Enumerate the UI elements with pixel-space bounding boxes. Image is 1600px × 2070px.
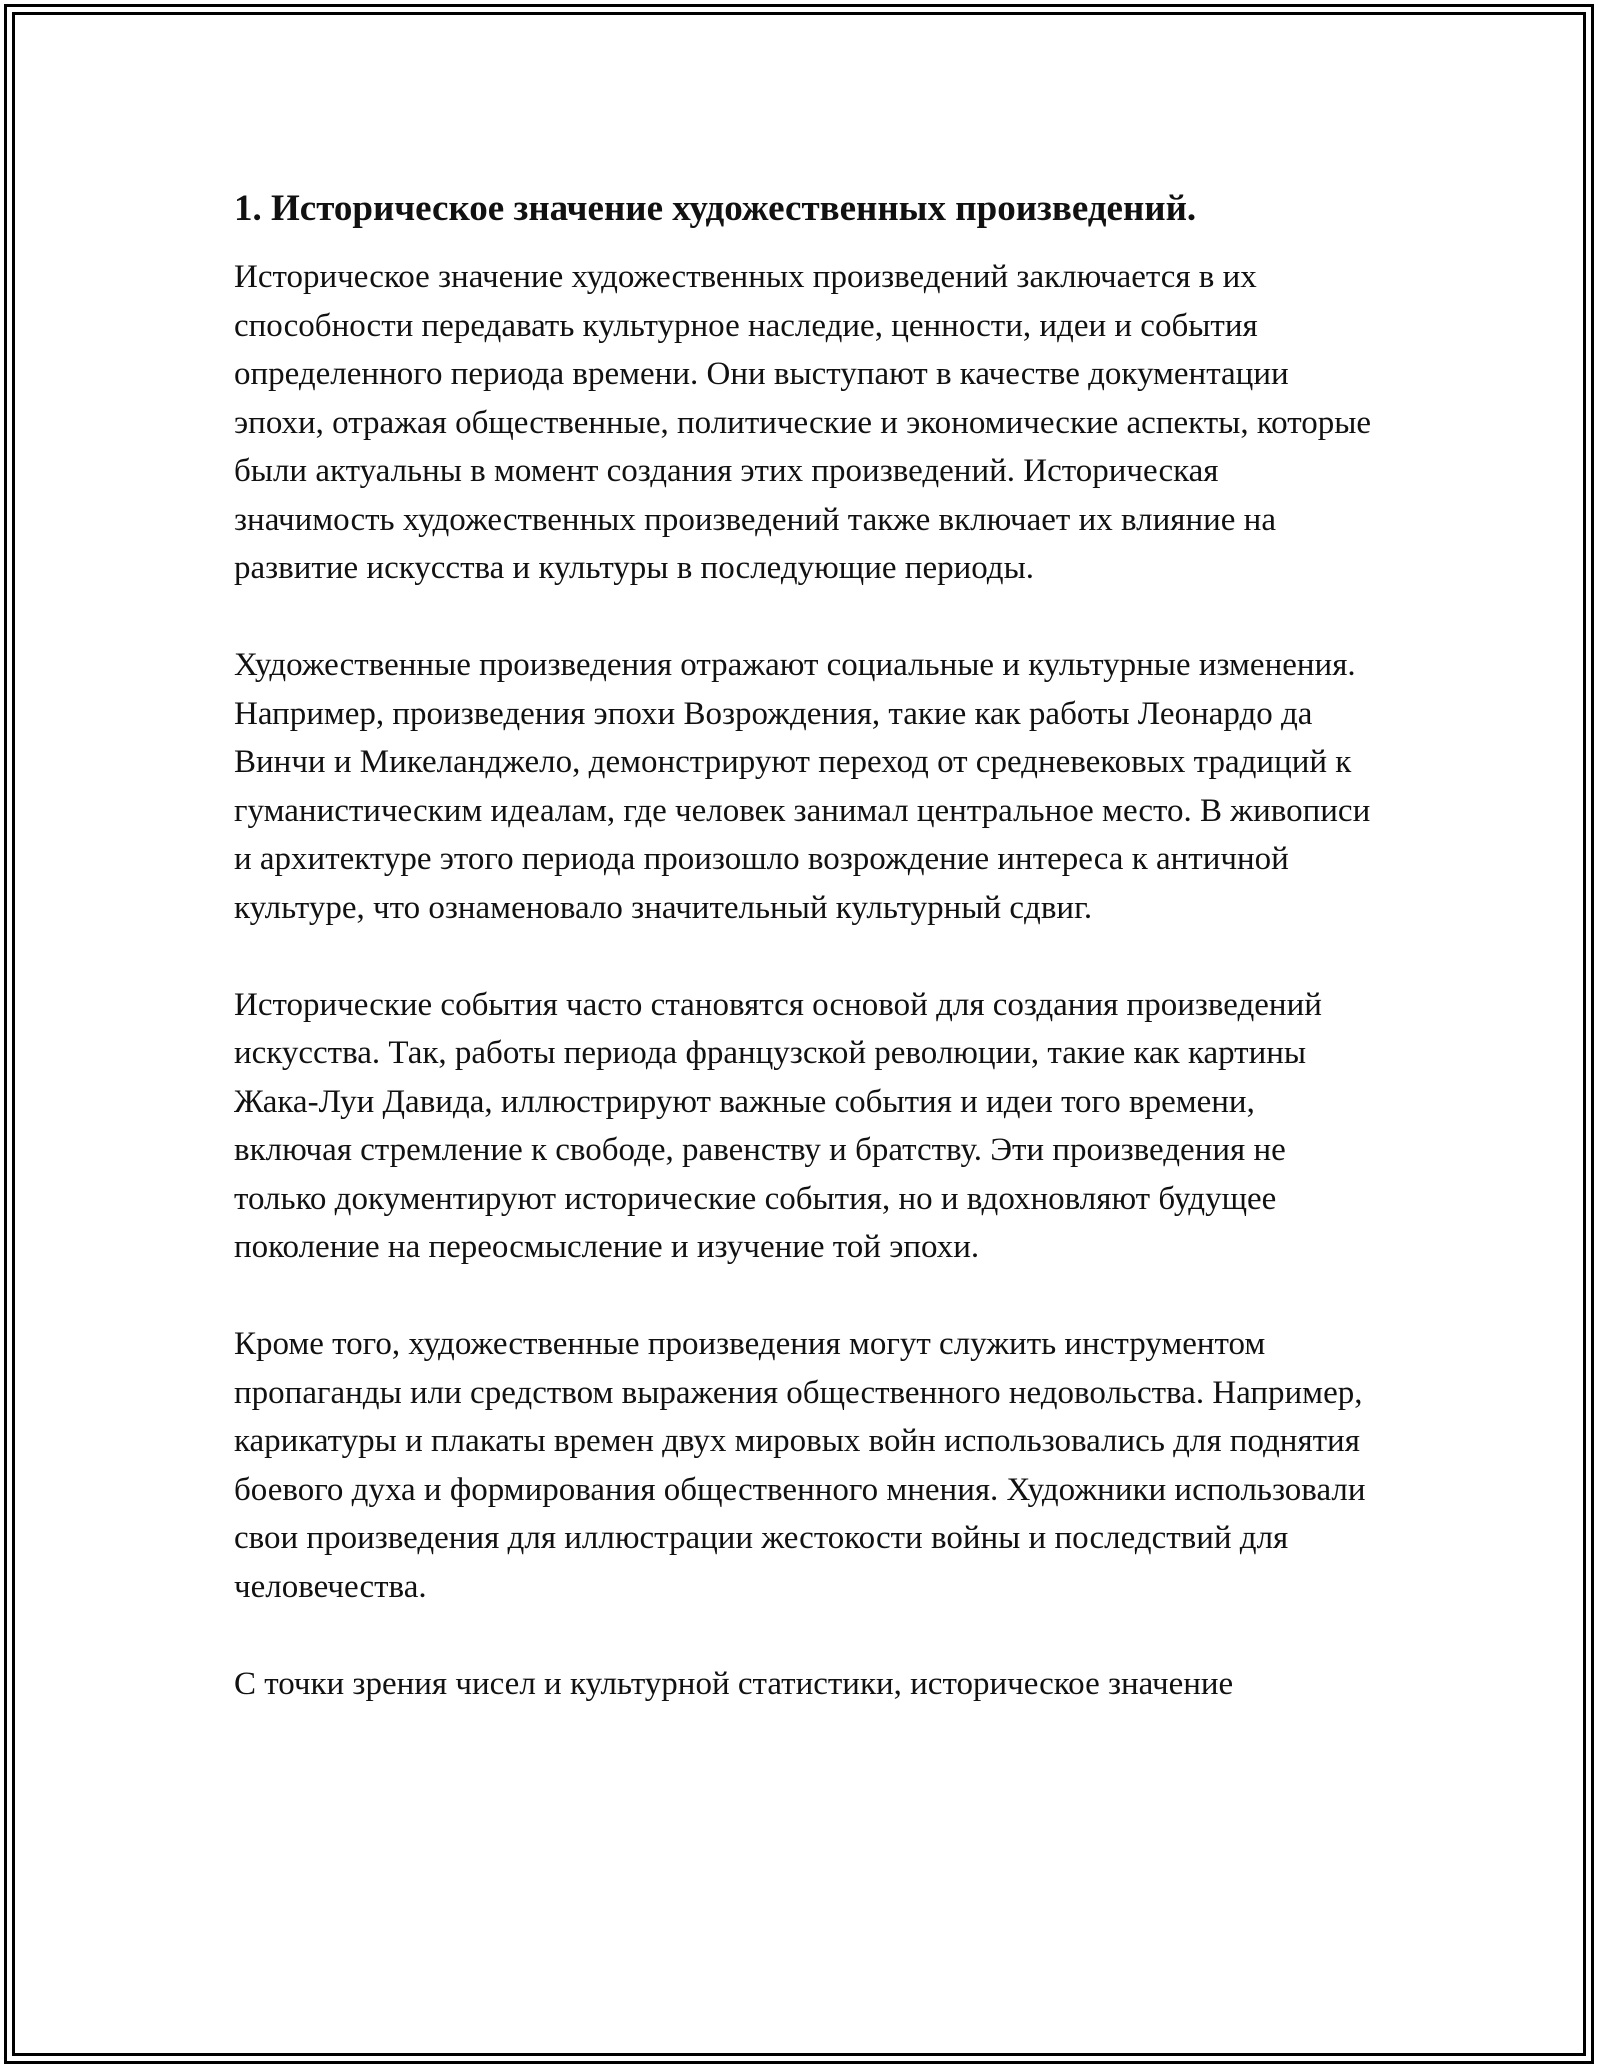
- paragraph-social-cultural-changes: Художественные произведения отражают социальные и культурные изменения. Например, произведения эпохи Возрождения, такие как работы Леонардо да Винчи и Микеланджело, демонстрируют переход от средневековых традиций к гуманистическим идеалам, где человек занимал центральное место. В живописи и архитектуре этого периода произошло возрождение интереса к античной культуре, что ознаменовало значительный культурный сдвиг.: [234, 647, 1371, 926]
- paragraph-propaganda: Кроме того, художественные произведения могут служить инструментом пропаганды или средством выражения общественного недовольства. Например, карикатуры и плакаты времен двух мировых войн использовались для поднятия боевого духа и формирования общественного мнения. Художники использовали свои произведения для иллюстрации жестокости войны и последствий для человечества.: [234, 1326, 1366, 1605]
- section-heading: 1. Историческое значение художественных произведений.: [234, 188, 1197, 229]
- document-body: [234, 185, 1374, 1757]
- paragraph-historical-significance: Историческое значение художественных произведений заключается в их способности передавать культурное наследие, ценности, идеи и события определенного периода времени. Они выступают в качестве документации эпохи, отражая общественные, политические и экономические аспекты, которые были актуальны в момент создания этих произведений. Историческая значимость художественных произведений также включает их влияние на развитие искусства и культуры в последующие периоды.: [234, 259, 1372, 586]
- paragraph-statistics: С точки зрения чисел и культурной статистики, историческое значение: [234, 1665, 1234, 1702]
- paragraph-historical-events: Исторические события часто становятся основой для создания произведений искусства. Так, работы периода французской революции, такие как картины Жака-Луи Давида, иллюстрируют важные события и идеи того времени, включая стремление к свободе, равенству и братству. Эти произведения не только документируют исторические события, но и вдохновляют будущее поколение на переосмысление и изучение той эпохи.: [234, 986, 1322, 1265]
